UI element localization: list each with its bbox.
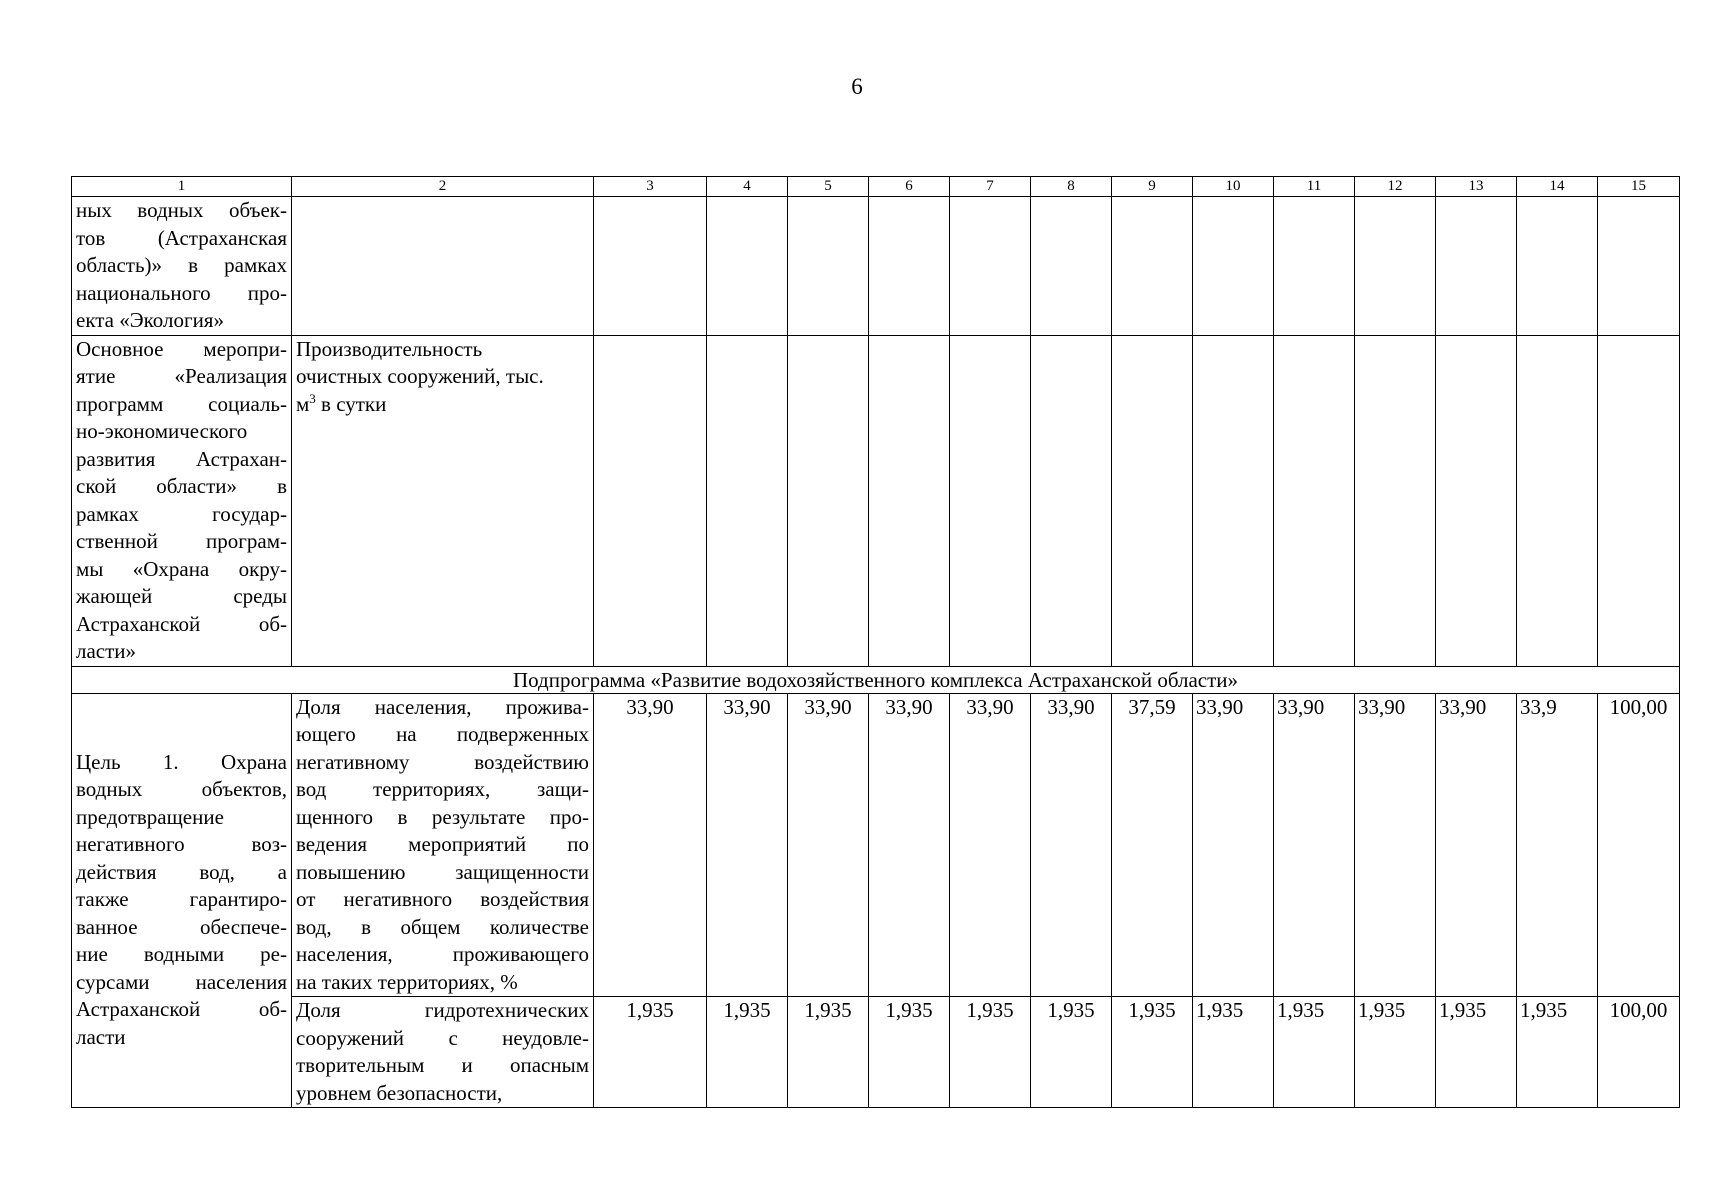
column-number: 2 — [292, 177, 594, 197]
text-line: но-экономического — [76, 419, 248, 443]
value-cell: 1,935 — [707, 997, 788, 1108]
text-line: ющего на подверженных — [296, 722, 589, 746]
text-line: ятие «Реализация — [76, 364, 287, 388]
value-cell: 33,90 — [788, 693, 869, 997]
text-line: вод территориях, защи- — [296, 777, 589, 801]
value-cell: 33,90 — [950, 693, 1031, 997]
value-cell: 33,90 — [594, 693, 707, 997]
page-number: 6 — [851, 74, 863, 99]
table-row — [72, 693, 1680, 997]
text-line: негативного воз- — [76, 832, 287, 856]
value-cell: 33,90 — [1193, 693, 1274, 997]
value-cell: 1,935 — [1274, 997, 1355, 1108]
column-number: 5 — [788, 177, 869, 197]
text-line: ственной програм- — [76, 529, 287, 553]
main-event-cell — [72, 335, 292, 666]
table-row — [72, 997, 1680, 1108]
value-cell: 33,90 — [707, 693, 788, 997]
indicators-table — [71, 176, 1680, 1108]
column-number: 12 — [1355, 177, 1436, 197]
text-line: творительным и опасным — [296, 1053, 589, 1077]
column-number: 14 — [1517, 177, 1598, 197]
column-number: 6 — [869, 177, 950, 197]
value-cell: 1,935 — [1193, 997, 1274, 1108]
text-line: Основное меропри- — [76, 336, 287, 361]
value-cell: 1,935 — [950, 997, 1031, 1108]
text-line: щенного в результате про- — [296, 804, 589, 829]
value-cell: 100,00 — [1598, 693, 1680, 997]
value-cell: 37,59 — [1112, 693, 1193, 997]
indicator-name-cell — [292, 335, 594, 666]
column-number: 10 — [1193, 177, 1274, 197]
text-line: тов (Астраханская — [76, 225, 287, 250]
indicator-name-line: Производительность — [296, 336, 483, 361]
column-number: 7 — [950, 177, 1031, 197]
column-number: 4 — [707, 177, 788, 197]
value-cell: 33,90 — [1355, 693, 1436, 997]
text-line: Астраханской об- — [76, 997, 287, 1021]
text-line: ванное обеспече- — [76, 914, 287, 939]
text-line: область)» в рамках — [76, 253, 287, 277]
indicator-name-cell — [292, 997, 594, 1108]
unit-superscript: 3 — [309, 390, 316, 406]
column-number: 3 — [594, 177, 707, 197]
text-line: негативному воздействию — [296, 749, 589, 774]
value-cell: 33,9 — [1517, 693, 1598, 997]
column-number: 8 — [1031, 177, 1112, 197]
text-line: ласти» — [76, 639, 137, 663]
program-name-cell — [72, 197, 292, 336]
column-number: 9 — [1112, 177, 1193, 197]
text-line: программ социаль- — [76, 391, 287, 416]
column-number: 11 — [1274, 177, 1355, 197]
text-line: Доля гидротехнических — [296, 998, 589, 1022]
text-line: Цель 1. Охрана — [76, 749, 287, 774]
text-line: повышению защищенности — [296, 859, 589, 884]
text-line: развития Астрахан- — [76, 446, 287, 471]
value-cell: 1,935 — [1355, 997, 1436, 1108]
text-line: ласти — [76, 1024, 126, 1049]
text-line: также гарантиро- — [76, 887, 287, 911]
column-number: 1 — [72, 177, 292, 197]
text-line: Астраханской об- — [76, 611, 287, 636]
text-line: ных водных объек- — [76, 198, 287, 222]
text-line: национального про- — [76, 280, 287, 305]
value-cell: 1,935 — [1436, 997, 1517, 1108]
column-number-row — [72, 177, 1680, 197]
table-row — [72, 197, 1680, 336]
value-cell: 1,935 — [1031, 997, 1112, 1108]
value-cell: 1,935 — [869, 997, 950, 1108]
value-cell: 33,90 — [1436, 693, 1517, 997]
indicator-name-cell — [292, 693, 594, 997]
text-line: от негативного воздействия — [296, 887, 589, 911]
table-row — [72, 335, 1680, 666]
unit-rest: в сутки — [315, 391, 387, 416]
text-line: Доля населения, прожива- — [296, 694, 589, 719]
value-cell: 1,935 — [1517, 997, 1598, 1108]
text-line: населения, проживающего — [296, 942, 589, 966]
text-line: действия вод, а — [76, 859, 287, 884]
text-line: сурсами населения — [76, 969, 287, 994]
value-cell: 33,90 — [869, 693, 950, 997]
text-line: рамках государ- — [76, 501, 287, 526]
indicator-name-line: очистных сооружений, тыс. — [296, 364, 544, 388]
text-line: екта «Экология» — [76, 308, 224, 332]
text-line: ской области» в — [76, 474, 287, 498]
text-line: вод, в общем количестве — [296, 914, 589, 939]
text-line: мы «Охрана окру- — [76, 556, 287, 581]
subprogram-row — [72, 666, 1680, 693]
value-cell: 1,935 — [788, 997, 869, 1108]
value-cell: 1,935 — [594, 997, 707, 1108]
empty-cell — [292, 197, 594, 336]
text-line: на таких территориях, % — [296, 969, 518, 994]
subprogram-title: Подпрограмма «Развитие водохозяйственного комплекса Астраханской области» — [72, 666, 1680, 693]
goal-cell — [72, 693, 292, 1108]
value-cell: 1,935 — [1112, 997, 1193, 1108]
text-line: уровнем безопасности, — [296, 1080, 503, 1105]
text-line: сооружений с неудовле- — [296, 1025, 589, 1050]
text-line: водных объектов, — [76, 777, 287, 801]
value-cell: 33,90 — [1274, 693, 1355, 997]
value-cell: 100,00 — [1598, 997, 1680, 1108]
text-line: ведения мероприятий по — [296, 832, 589, 856]
column-number: 13 — [1436, 177, 1517, 197]
unit-m: м — [296, 391, 310, 416]
text-line: жающей среды — [76, 584, 287, 608]
text-line: предотвращение — [76, 804, 224, 829]
column-number: 15 — [1598, 177, 1680, 197]
text-line: ние водными ре- — [76, 942, 287, 966]
value-cell: 33,90 — [1031, 693, 1112, 997]
